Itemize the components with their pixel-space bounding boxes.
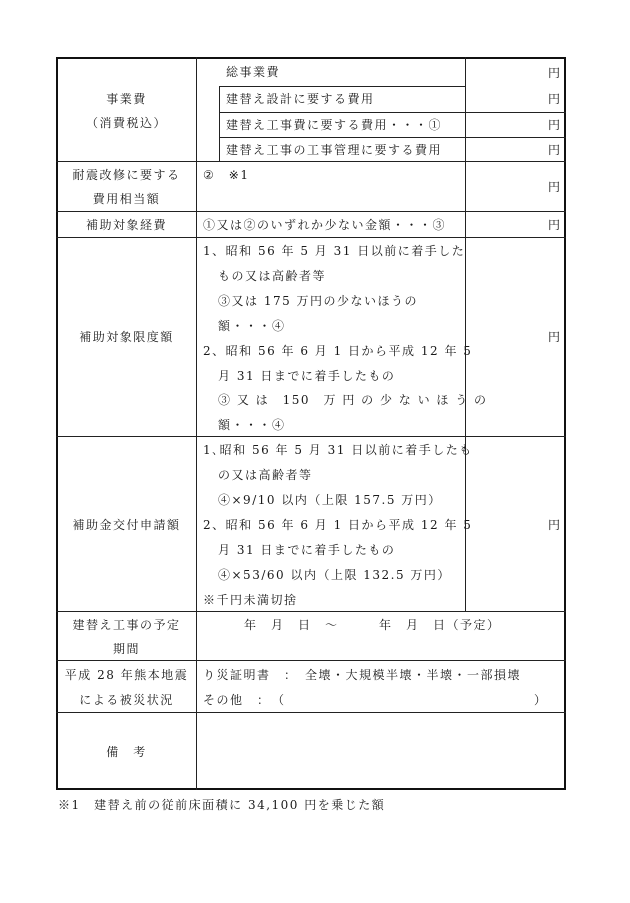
limit-line: ③ 又 は 150 万 円 の 少 な い ほ う の [218, 393, 488, 407]
application-line: ④×53/60 以内（上限 132.5 万円） [218, 568, 451, 582]
project-cost-label: 事業費 [106, 92, 147, 106]
disaster-certificate-line: り災証明書 ： 全壊・大規模半壊・半壊・一部損壊 [203, 668, 522, 682]
yen-unit: 円 [548, 92, 561, 106]
limit-line: 額・・・④ [218, 319, 286, 333]
column-divider [196, 57, 197, 790]
limit-line: 月 31 日までに着手したもの [218, 369, 396, 383]
construction-cost-label: 建替え工事費に要する費用・・・① [226, 118, 443, 132]
application-line: ④×9/10 以内（上限 157.5 万円） [218, 493, 442, 507]
row-divider [56, 211, 566, 212]
row-divider [56, 611, 566, 612]
damage-status-label: 平成 28 年熊本地震 [64, 668, 189, 682]
schedule-period-content: 年 月 日 ～ 年 月 日（予定） [244, 618, 501, 632]
application-line: 1､昭和 56 年 5 月 31 日以前に着手したも [203, 443, 473, 457]
limit-line: 2、昭和 56 年 6 月 1 日から平成 12 年 5 [203, 344, 473, 358]
application-line: ※千円未満切捨 [203, 593, 298, 607]
yen-unit: 円 [548, 180, 561, 194]
row-divider [219, 86, 465, 87]
limit-line: 額・・・④ [218, 418, 286, 432]
seismic-retrofit-label-2: 費用相当額 [92, 192, 161, 206]
construction-management-cost-label: 建替え工事の工事管理に要する費用 [226, 143, 443, 157]
row-divider [219, 137, 566, 138]
other-damage-line: その他 ： （ [203, 693, 286, 707]
column-divider [219, 86, 220, 161]
application-amount-label: 補助金交付申請額 [72, 518, 181, 532]
total-project-cost-label: 総事業費 [226, 65, 281, 79]
limit-line: 1、昭和 56 年 5 月 31 日以前に着手した [203, 244, 466, 258]
row-divider [56, 712, 566, 713]
row-divider [56, 161, 566, 162]
row-divider [56, 237, 566, 238]
yen-unit: 円 [548, 118, 561, 132]
subsidy-target-cost-label: 補助対象経費 [85, 218, 167, 232]
other-damage-close: ） [534, 693, 548, 707]
yen-unit: 円 [548, 330, 561, 344]
schedule-label-2: 期間 [112, 642, 140, 656]
row-divider [219, 112, 566, 113]
subsidy-limit-label: 補助対象限度額 [79, 330, 174, 344]
remarks-label: 備 考 [106, 745, 147, 759]
yen-unit: 円 [548, 143, 561, 157]
seismic-retrofit-label: 耐震改修に要する [72, 168, 181, 182]
yen-unit: 円 [548, 66, 561, 80]
limit-line: もの又は高齢者等 [218, 269, 327, 283]
application-line: 月 31 日までに着手したもの [218, 543, 396, 557]
seismic-retrofit-content: ② ※1 [203, 168, 250, 182]
project-cost-tax-note: （消費税込） [85, 116, 167, 130]
footnote: ※1 建替え前の従前床面積に 34,100 円を乗じた額 [58, 798, 386, 812]
limit-line: ③又は 175 万円の少ないほうの [218, 294, 419, 308]
row-divider [56, 436, 566, 437]
design-cost-label: 建替え設計に要する費用 [226, 92, 375, 106]
row-divider [56, 660, 566, 661]
schedule-label: 建替え工事の予定 [72, 618, 181, 632]
yen-unit: 円 [548, 518, 561, 532]
damage-status-label-2: による被災状況 [79, 693, 174, 707]
subsidy-target-cost-content: ①又は②のいずれか少ない金額・・・③ [203, 218, 447, 232]
application-line: 2、昭和 56 年 6 月 1 日から平成 12 年 5 [203, 518, 473, 532]
application-line: の又は高齢者等 [218, 468, 313, 482]
yen-unit: 円 [548, 218, 561, 232]
